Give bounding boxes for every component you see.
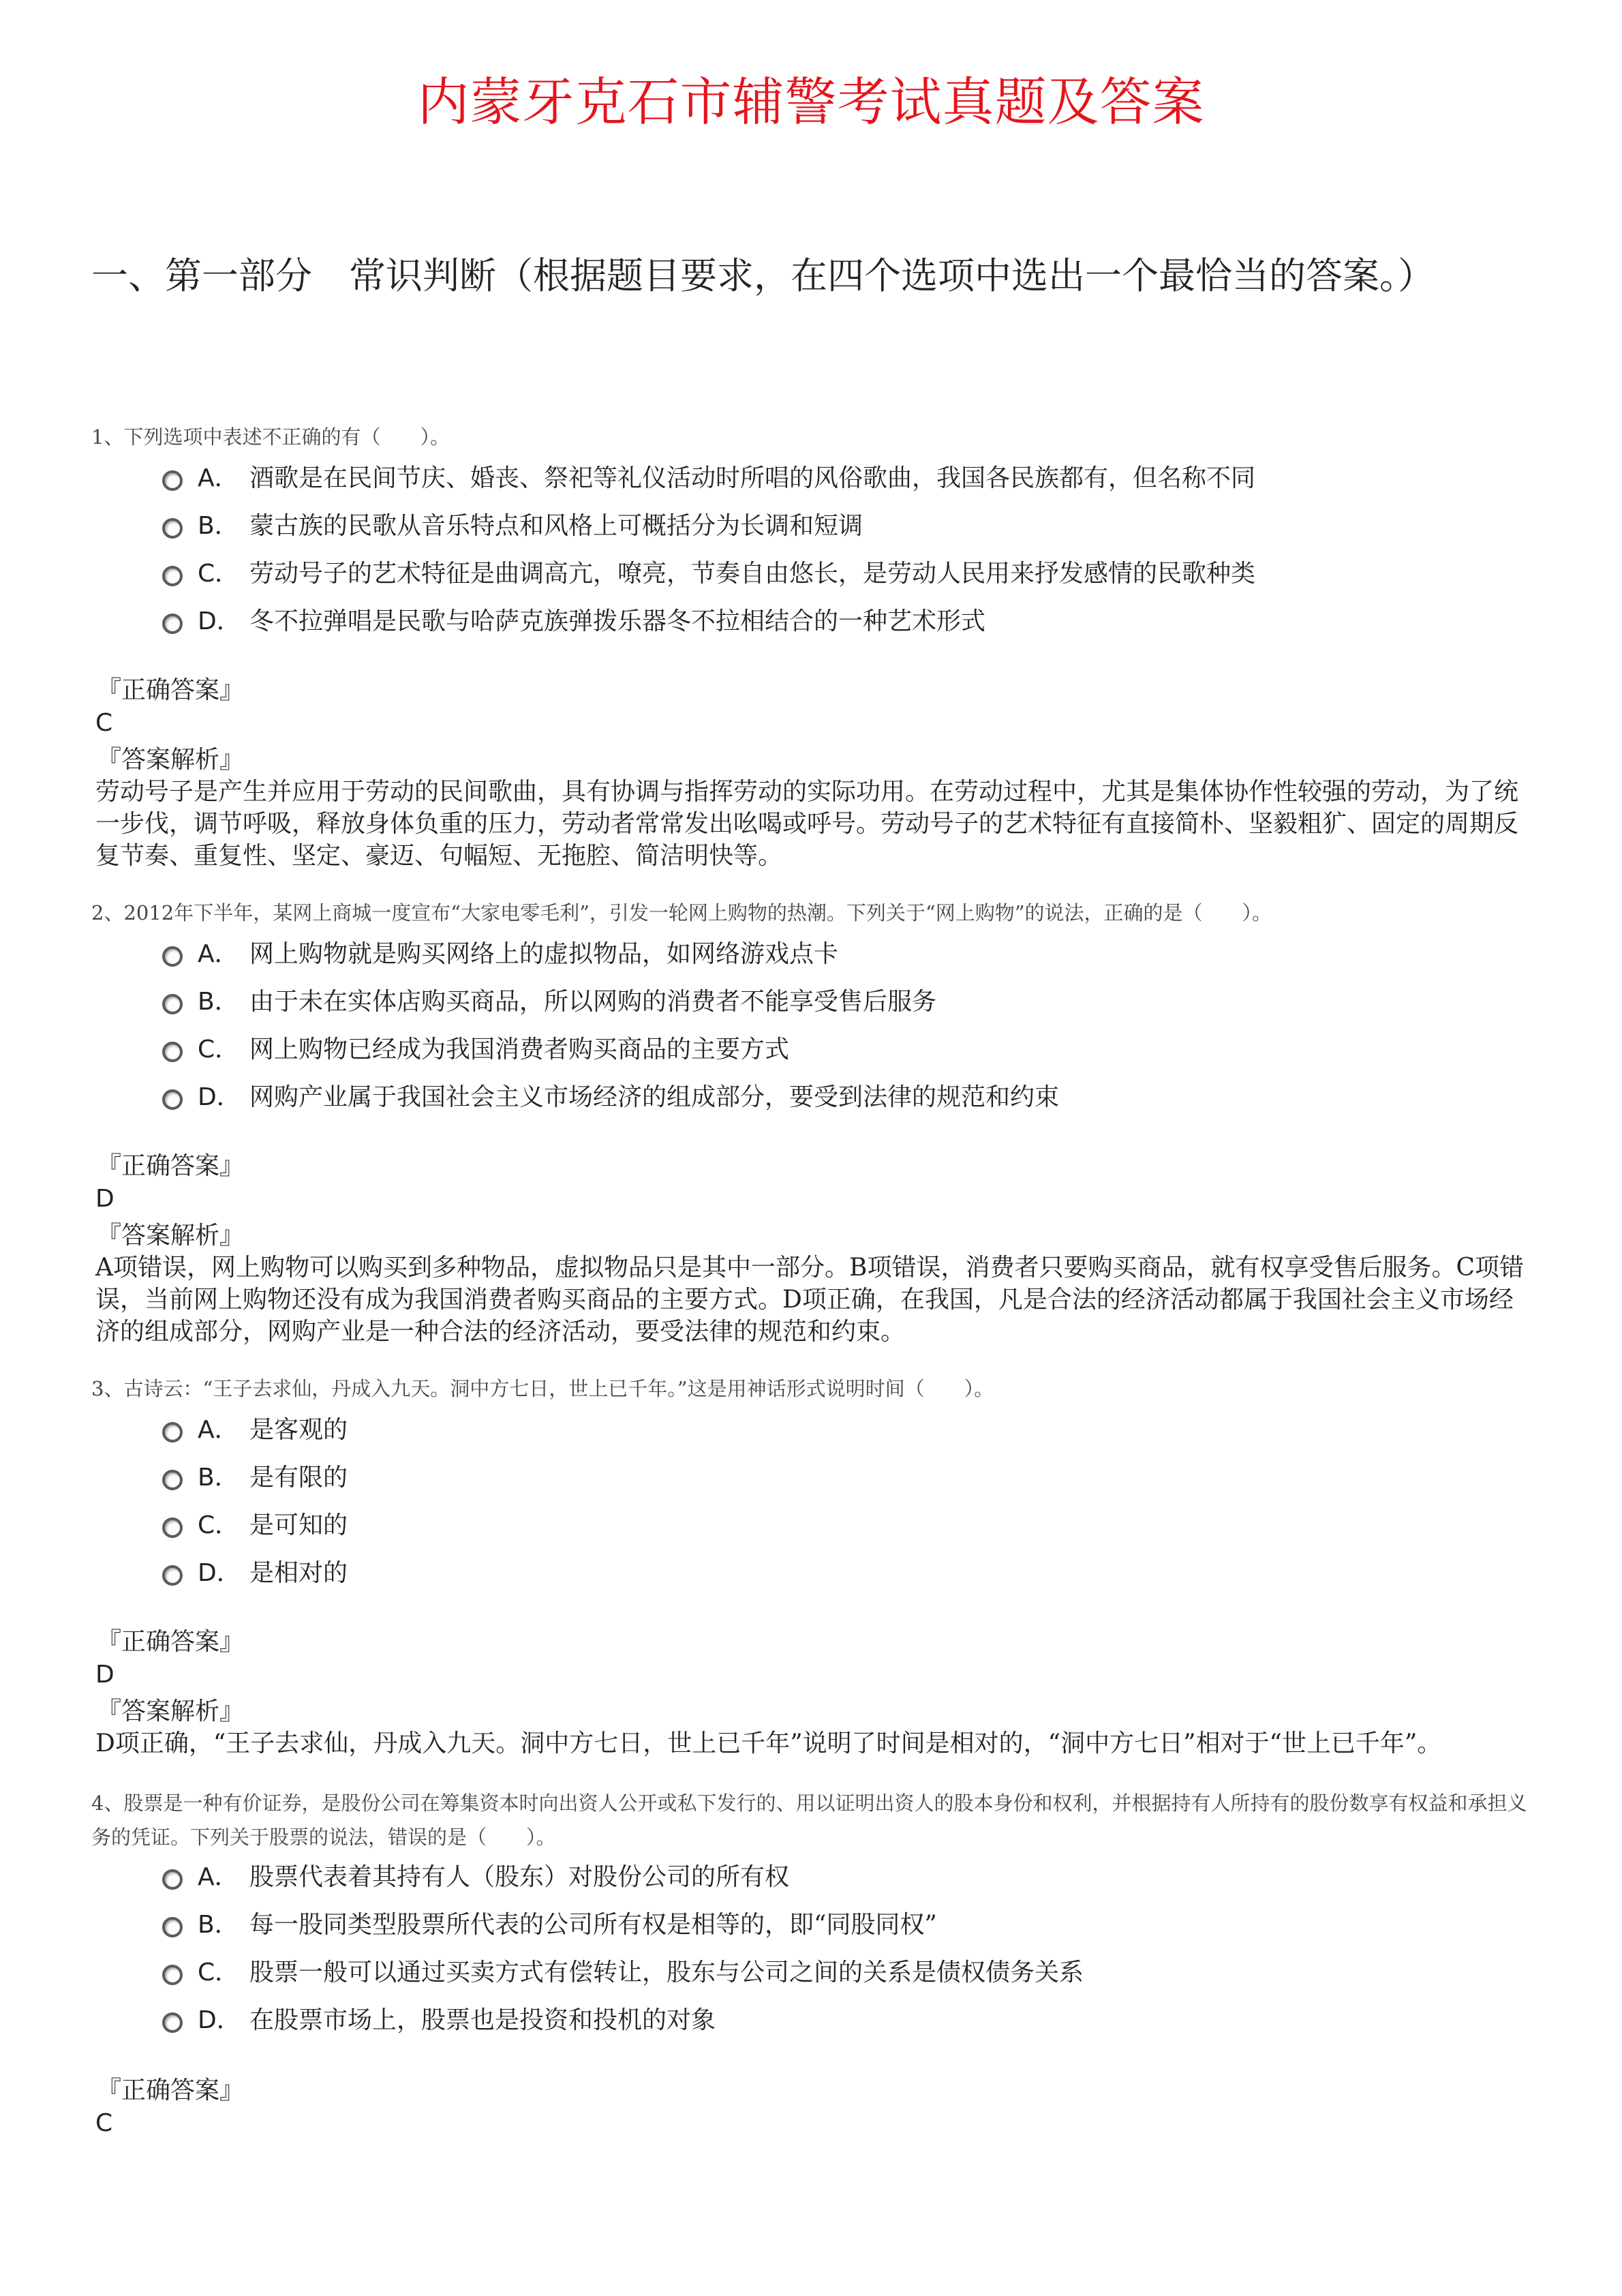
- radio-button-icon[interactable]: [162, 1422, 183, 1442]
- radio-button-icon[interactable]: [162, 994, 183, 1014]
- option-text: 网购产业属于我国社会主义市场经济的组成部分，要受到法律的规范和约束: [249, 1083, 1060, 1111]
- option-text: 每一股同类型股票所代表的公司所有权是相等的，即“同股同权”: [249, 1910, 937, 1939]
- radio-button-icon[interactable]: [162, 566, 183, 586]
- section-heading: 一、第一部分 常识判断（根据题目要求，在四个选项中选出一个最恰当的答案。）: [91, 254, 1435, 297]
- option-b[interactable]: [162, 1902, 937, 1943]
- radio-button-icon[interactable]: [162, 2012, 183, 2033]
- option-text: 冬不拉弹唱是民歌与哈萨克族弹拨乐器冬不拉相结合的一种艺术形式: [249, 607, 986, 635]
- analysis-label: 『答案解析』: [97, 1222, 245, 1250]
- radio-button-icon[interactable]: [162, 1042, 183, 1062]
- option-d[interactable]: [162, 1550, 348, 1591]
- option-letter: D．: [198, 1083, 241, 1111]
- radio-button-icon[interactable]: [162, 1517, 183, 1538]
- radio-button-icon[interactable]: [162, 1917, 183, 1937]
- option-text: 是有限的: [249, 1463, 348, 1492]
- answer-label: 『正确答案』: [97, 2076, 245, 2104]
- option-a[interactable]: [162, 455, 1255, 496]
- option-text: 在股票市场上，股票也是投资和投机的对象: [249, 2006, 716, 2034]
- answer-value: D: [95, 1185, 114, 1213]
- option-c[interactable]: [162, 551, 1255, 592]
- answer-value: C: [95, 2109, 113, 2137]
- option-text: 股票代表着其持有人（股东）对股份公司的所有权: [249, 1862, 790, 1891]
- option-letter: A．: [198, 1415, 239, 1444]
- option-text: 股票一般可以通过买卖方式有偿转让，股东与公司之间的关系是债权债务关系: [249, 1958, 1084, 1987]
- radio-button-icon[interactable]: [162, 1565, 183, 1586]
- answer-label: 『正确答案』: [97, 1152, 245, 1180]
- option-b[interactable]: [162, 979, 936, 1020]
- answer-label: 『正确答案』: [97, 676, 245, 704]
- option-text: 是客观的: [249, 1415, 348, 1444]
- option-b[interactable]: [162, 1455, 348, 1496]
- analysis-text: 劳动号子是产生并应用于劳动的民间歌曲，具有协调与指挥劳动的实际功用。在劳动过程中，尤其是集体协作性较强的劳动，为了统一步伐，调节呼吸，释放身体负重的压力，劳动者常常发出吆喝或呼号。劳动号子的艺术特征有直接简朴、坚毅粗犷、固定的周期反复节奏、重复性、坚定、豪迈、句幅短、无拖腔、简洁明快等。: [95, 778, 1519, 870]
- option-letter: B．: [198, 1910, 239, 1939]
- option-text: 由于未在实体店购买商品，所以网购的消费者不能享受售后服务: [249, 987, 937, 1016]
- analysis-label: 『答案解析』: [97, 1697, 245, 1725]
- analysis-text: D项正确，“王子去求仙，丹成入九天。洞中方七日，世上已千年”说明了时间是相对的，“洞中方七日”相对于“世上已千年”。: [95, 1729, 1442, 1757]
- option-d[interactable]: [162, 599, 985, 639]
- radio-button-icon[interactable]: [162, 1869, 183, 1890]
- radio-button-icon[interactable]: [162, 1965, 183, 1985]
- question-stem: 3、古诗云：“王子去求仙，丹成入九天。洞中方七日，世上已千年。”这是用神话形式说明时间（ ）。: [91, 1377, 994, 1400]
- analysis-text: A项错误，网上购物可以购买到多种物品，虚拟物品只是其中一部分。B项错误，消费者只要购买商品，就有权享受售后服务。C项错误，当前网上购物还没有成为我国消费者购买商品的主要方式。D项正确，在我国，凡是合法的经济活动都属于我国社会主义市场经济的组成部分，网购产业是一种合法的经济活动，要受法律的规范和约束。: [95, 1254, 1524, 1346]
- option-letter: D．: [198, 607, 241, 635]
- option-b[interactable]: [162, 503, 863, 544]
- radio-button-icon[interactable]: [162, 518, 183, 539]
- radio-button-icon[interactable]: [162, 1470, 183, 1490]
- option-letter: B．: [198, 511, 239, 540]
- option-letter: B．: [198, 1463, 239, 1492]
- option-d[interactable]: [162, 1997, 716, 2038]
- option-letter: A．: [198, 939, 239, 968]
- option-text: 酒歌是在民间节庆、婚丧、祭祀等礼仪活动时所唱的风俗歌曲，我国各民族都有，但名称不同: [249, 464, 1256, 492]
- option-c[interactable]: [162, 1027, 789, 1068]
- analysis-label: 『答案解析』: [97, 746, 245, 774]
- radio-button-icon[interactable]: [162, 946, 183, 967]
- option-d[interactable]: [162, 1074, 1059, 1115]
- question-stem: 2、2012年下半年，某网上商城一度宣布“大家电零毛利”，引发一轮网上购物的热潮。下列关于“网上购物”的说法，正确的是（ ）。: [91, 901, 1272, 924]
- option-letter: D．: [198, 2006, 241, 2034]
- option-text: 网上购物就是购买网络上的虚拟物品，如网络游戏点卡: [249, 939, 839, 968]
- option-a[interactable]: [162, 931, 838, 972]
- question-stem: 4、股票是一种有价证券，是股份公司在筹集资本时向出资人公开或私下发行的、用以证明出资人的股本身份和权利，并根据持有人所持有的股份数享有权益和承担义务的凭证。下列关于股票的说法，错误的是（ ）。: [91, 1792, 1527, 1849]
- radio-button-icon[interactable]: [162, 470, 183, 491]
- document-title: 内蒙牙克石市辅警考试真题及答案: [417, 72, 1205, 132]
- option-a[interactable]: [162, 1407, 348, 1448]
- option-text: 是相对的: [249, 1558, 348, 1587]
- radio-button-icon[interactable]: [162, 614, 183, 634]
- option-c[interactable]: [162, 1502, 348, 1543]
- option-letter: C．: [198, 1958, 240, 1987]
- answer-value: D: [95, 1661, 114, 1689]
- option-letter: C．: [198, 1511, 240, 1539]
- option-a[interactable]: [162, 1854, 789, 1895]
- option-text: 是可知的: [249, 1511, 348, 1539]
- option-letter: A．: [198, 464, 239, 492]
- answer-label: 『正确答案』: [97, 1628, 245, 1656]
- option-text: 劳动号子的艺术特征是曲调高亢，嘹亮，节奏自由悠长，是劳动人民用来抒发感情的民歌种类: [249, 559, 1256, 588]
- option-text: 蒙古族的民歌从音乐特点和风格上可概括分为长调和短调: [249, 511, 863, 540]
- option-letter: D．: [198, 1558, 241, 1587]
- answer-value: C: [95, 709, 113, 737]
- radio-button-icon[interactable]: [162, 1089, 183, 1110]
- option-c[interactable]: [162, 1950, 1084, 1991]
- option-letter: B．: [198, 987, 239, 1016]
- option-letter: C．: [198, 1035, 240, 1063]
- option-letter: A．: [198, 1862, 239, 1891]
- question-stem: 1、下列选项中表述不正确的有（ ）。: [91, 425, 450, 449]
- option-text: 网上购物已经成为我国消费者购买商品的主要方式: [249, 1035, 790, 1063]
- option-letter: C．: [198, 559, 240, 588]
